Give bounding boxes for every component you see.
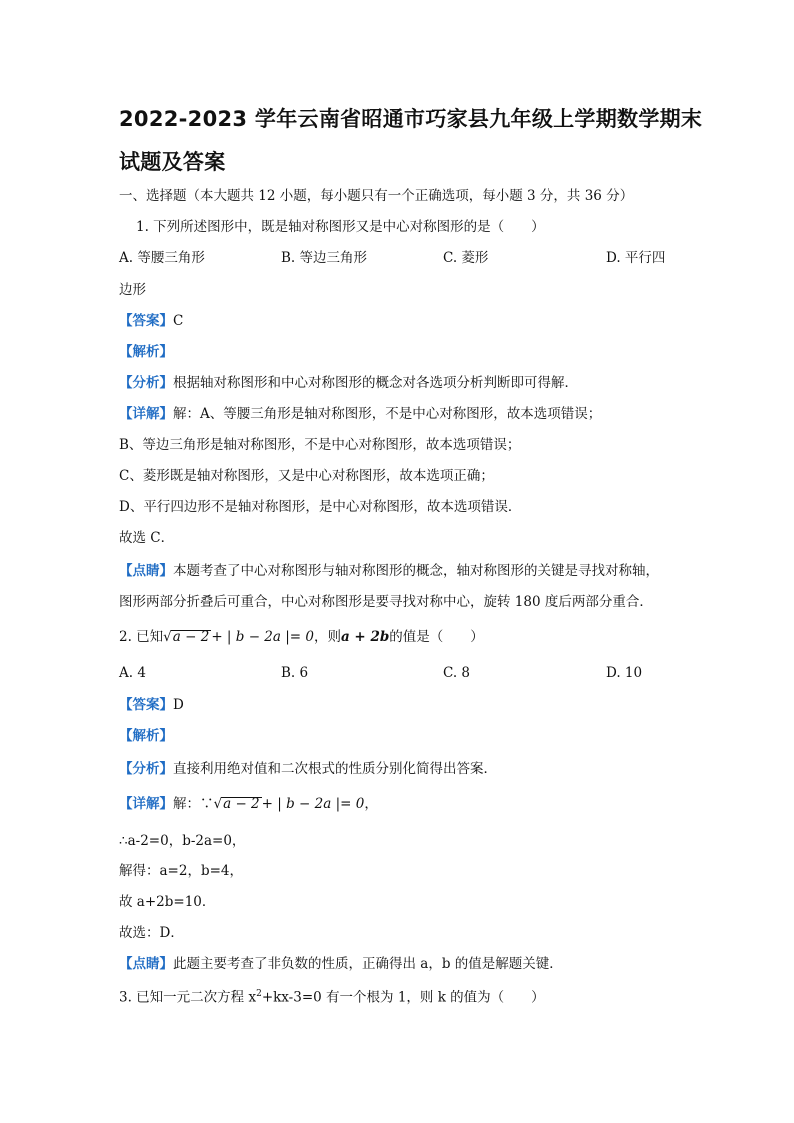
q1-option-c: C. 菱形	[443, 250, 489, 266]
q2-solution-line: 故选：D．	[119, 925, 184, 941]
q2-solution-line: 故 a+2b=10．	[119, 894, 216, 910]
q2-dianjing	[119, 958, 563, 972]
xiangjie-tag: 【详解】	[119, 406, 173, 422]
q2-stem-post: ，则	[313, 629, 341, 645]
answer-tag: 【答案】	[119, 697, 173, 713]
analysis-tag: 【解析】	[119, 344, 173, 360]
dianjing-tag: 【点睛】	[119, 563, 173, 579]
q2-analysis-heading	[119, 730, 173, 744]
q2-solution-line: ∴a-2=0，b-2a=0，	[119, 833, 246, 849]
xiangjie-post: ，	[364, 796, 378, 812]
fenxi-text: 直接利用绝对值和二次根式的性质分别化简得出答案．	[173, 761, 497, 777]
q1-option-a: A. 等腰三角形	[119, 250, 205, 266]
q3-exponent: 2	[256, 989, 262, 999]
q1-fenxi	[119, 377, 578, 391]
q1-xiangjie	[119, 408, 601, 422]
xiangjie-text: 解：A、等腰三角形是轴对称图形，不是中心对称图形，故本选项错误；	[173, 406, 602, 422]
q2-option-b: B. 6	[281, 665, 309, 681]
question-2-stem	[119, 630, 484, 645]
q1-dianjing	[119, 565, 659, 579]
q2-stem-end: 的值是（ ）	[389, 629, 484, 645]
q1-solution-line: 故选 C．	[119, 530, 175, 546]
q1-solution-line: B、等边三角形是轴对称图形，不是中心对称图形，故本选项错误；	[119, 437, 521, 453]
q1-option-b: B. 等边三角形	[281, 250, 368, 266]
dianjing-text: 此题主要考查了非负数的性质，正确得出 a，b 的值是解题关键．	[173, 956, 563, 972]
q2-answer	[119, 699, 184, 713]
q1-option-d: D. 平行四	[606, 250, 666, 266]
document-title-line2: 试题及答案	[119, 150, 226, 174]
q1-answer	[119, 315, 183, 329]
question-1-stem: 1. 下列所述图形中，既是轴对称图形又是中心对称图形的是（ ）	[136, 219, 545, 235]
sqrt-sign: √	[213, 796, 223, 812]
sqrt-sign: √	[163, 629, 172, 645]
answer-value: C	[173, 313, 184, 329]
q2-solution-line: 解得：a=2，b=4，	[119, 863, 243, 879]
q2-option-c: C. 8	[443, 665, 471, 681]
q1-option-d-continued: 边形	[119, 282, 146, 298]
dianjing-tag: 【点睛】	[119, 956, 173, 972]
abs-part: + | b − 2a |= 0	[211, 629, 314, 645]
sqrt-content: a − 2	[223, 796, 260, 812]
fenxi-tag: 【分析】	[119, 761, 173, 777]
q1-solution-line: C、菱形既是轴对称图形，又是中心对称图形，故本选项正确；	[119, 468, 494, 484]
q2-option-d: D. 10	[606, 665, 643, 681]
q2-fenxi	[119, 763, 497, 777]
q1-analysis-heading	[119, 346, 173, 360]
q2-expression: a + 2b	[340, 629, 390, 645]
dianjing-text: 本题考查了中心对称图形与轴对称图形的概念，轴对称图形的关键是寻找对称轴，	[173, 563, 659, 579]
q3-stem-pre: 3. 已知一元二次方程 x	[119, 989, 257, 1006]
q2-formula	[163, 629, 314, 645]
abs-part: + | b − 2a |= 0	[261, 796, 365, 812]
xiangjie-tag: 【详解】	[119, 796, 173, 812]
q2-stem-pre: 2. 已知	[119, 629, 164, 645]
xiangjie-pre: 解：∵	[173, 796, 214, 812]
answer-tag: 【答案】	[119, 313, 173, 329]
analysis-tag: 【解析】	[119, 728, 173, 744]
fenxi-tag: 【分析】	[119, 375, 173, 391]
q1-solution-line: D、平行四边形不是轴对称图形，是中心对称图形，故本选项错误．	[119, 499, 522, 515]
fenxi-text: 根据轴对称图形和中心对称图形的概念对各选项分析判断即可得解．	[173, 375, 578, 391]
q2-xiangjie	[119, 797, 378, 812]
q2-option-a: A. 4	[119, 665, 146, 681]
document-title-line1: 2022-2023 学年云南省昭通市巧家县九年级上学期数学期末	[119, 107, 703, 131]
q1-dianjing-continued: 图形两部分折叠后可重合，中心对称图形是要寻找对称中心，旋转 180 度后两部分重合．	[119, 594, 653, 610]
section-heading: 一、选择题（本大题共 12 小题，每小题只有一个正确选项，每小题 3 分，共 36 分）	[119, 188, 634, 204]
question-3-stem	[119, 990, 545, 1005]
q2-formula-repeat	[214, 796, 365, 812]
sqrt-content: a − 2	[172, 629, 210, 645]
q3-stem-post: +kx-3=0 有一个根为 1，则 k 的值为（ ）	[261, 989, 545, 1006]
answer-value: D	[173, 697, 184, 713]
